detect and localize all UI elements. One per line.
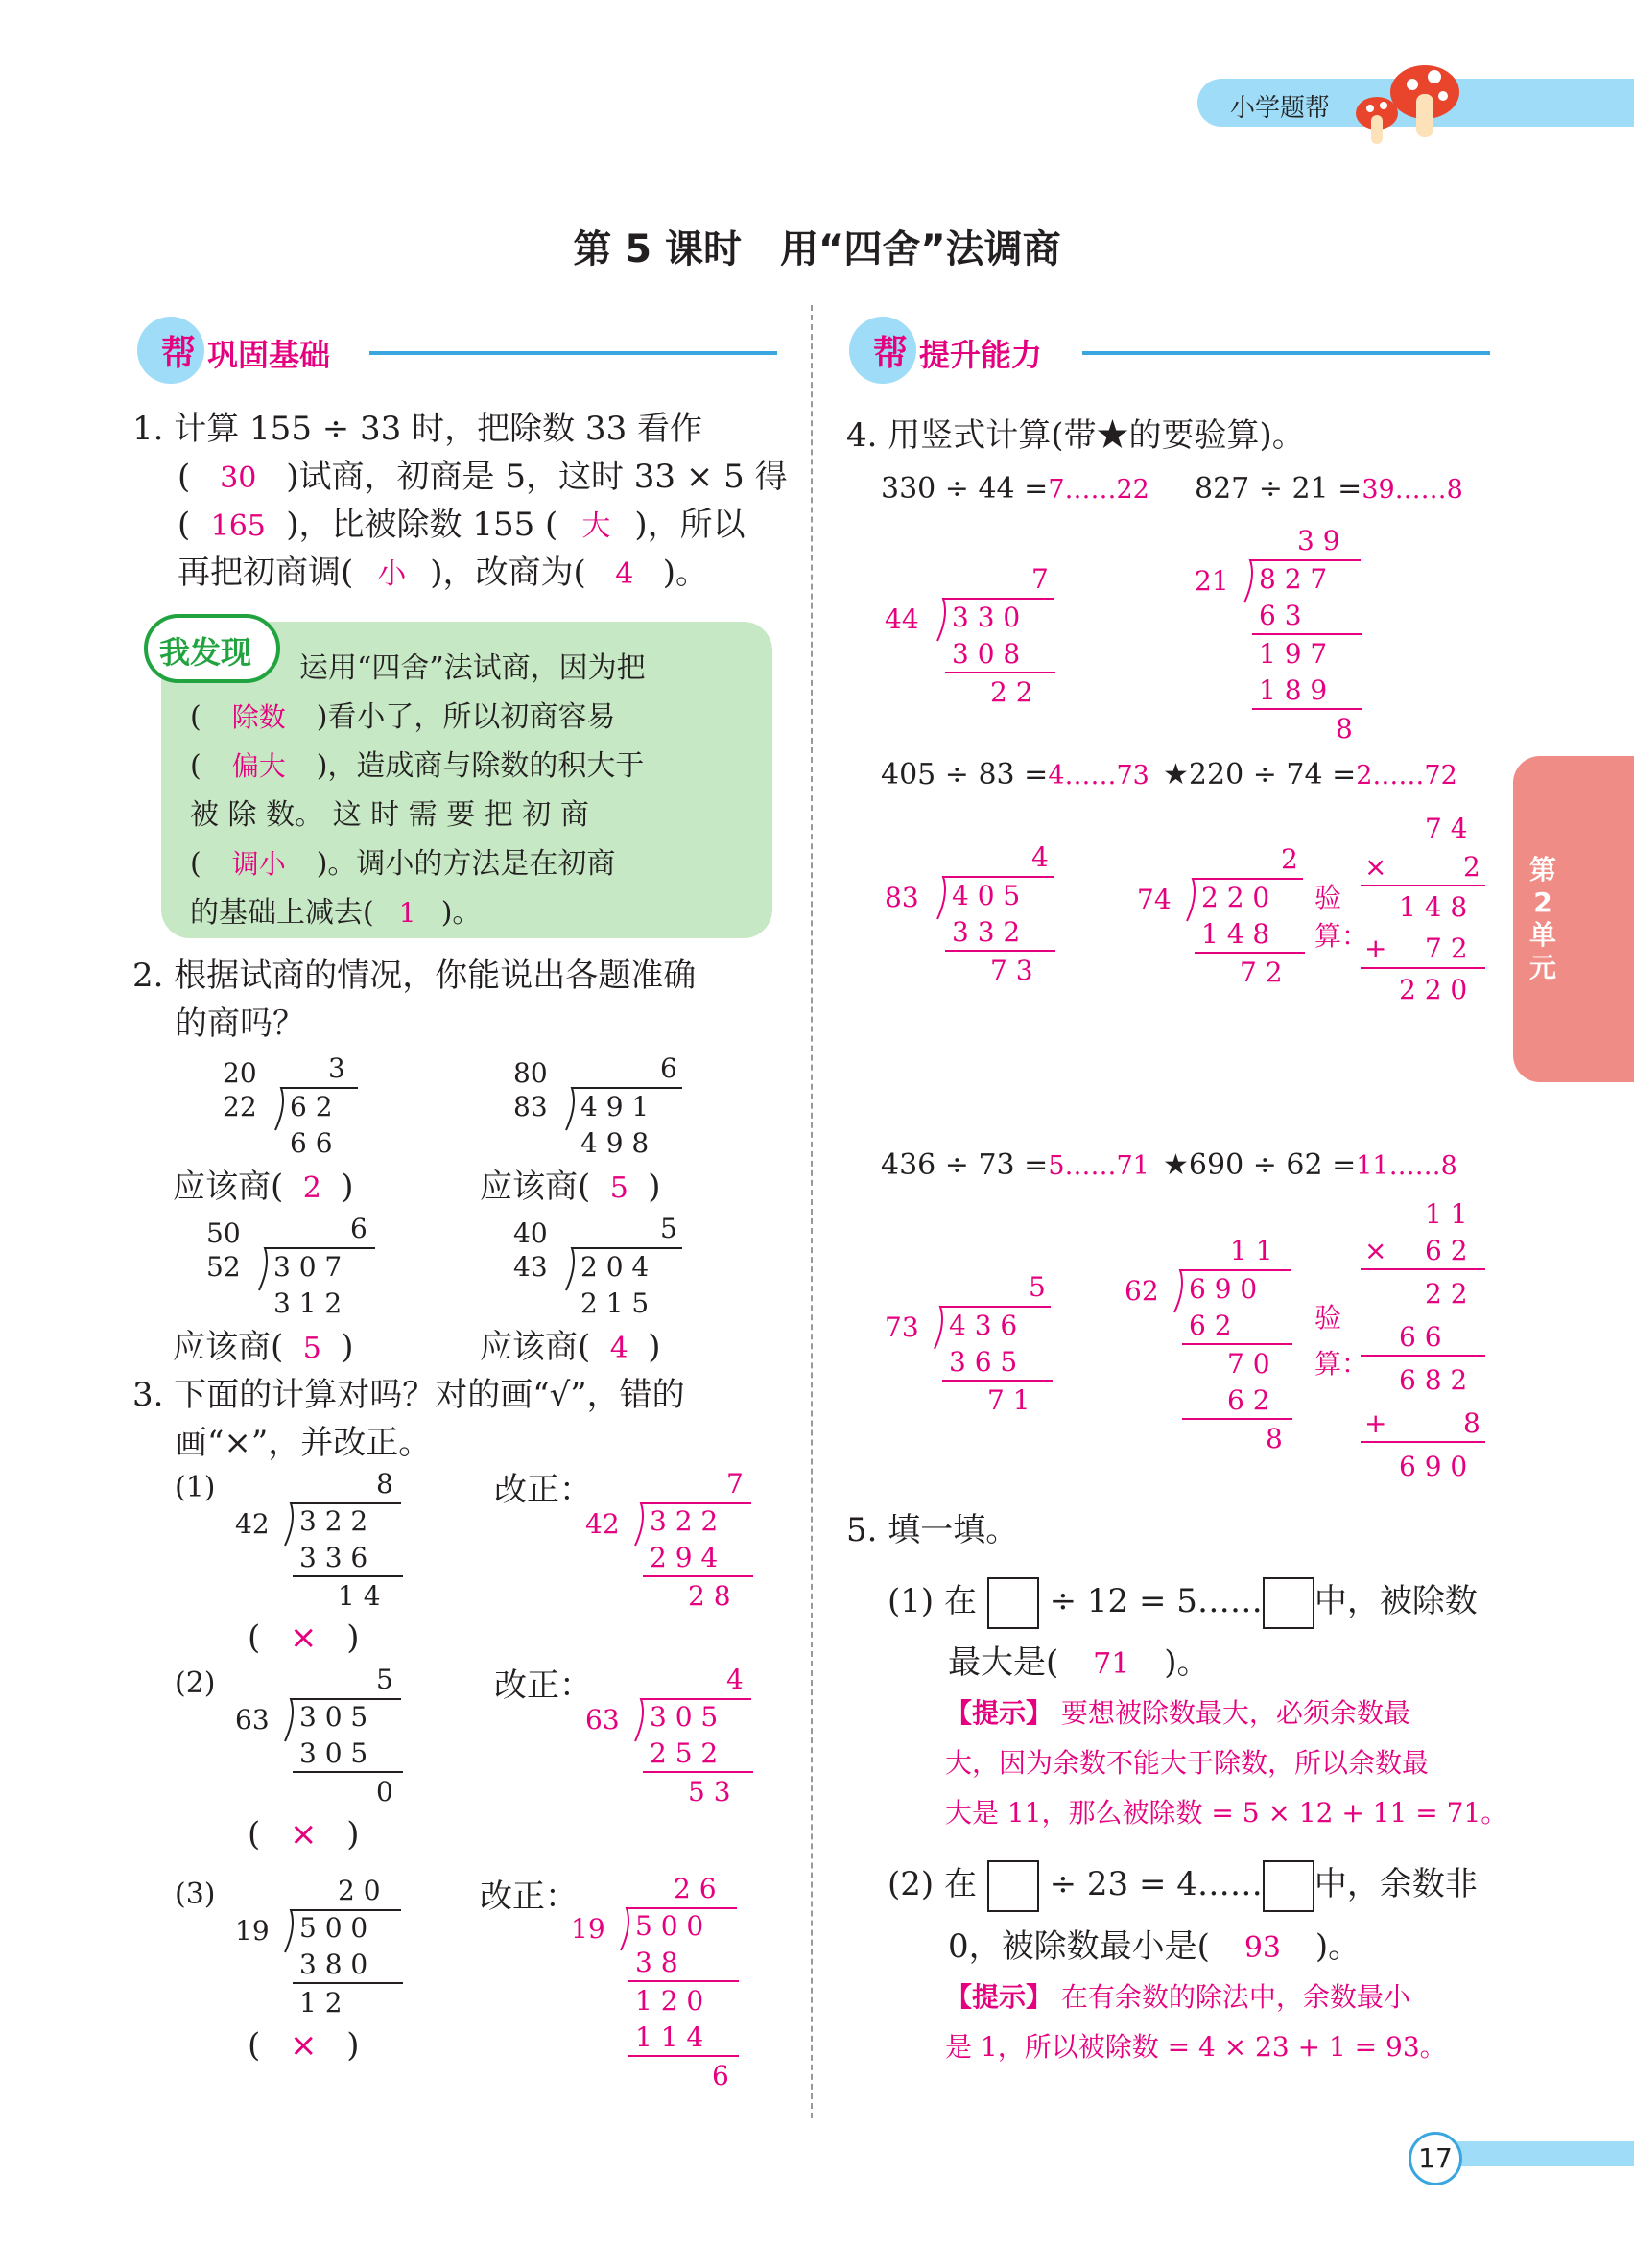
verify-sum: 2 2 0 <box>1399 974 1468 1005</box>
divisor: 43 <box>513 1251 548 1283</box>
hint-line: 大，因为余数不能大于除数，所以余数最 <box>945 1747 1430 1779</box>
correct-divisor: 19 <box>571 1913 605 1945</box>
q4-line1: 4. 用竖式计算(带★的要验算)。 <box>846 416 1305 455</box>
judge-mark: ( × ) <box>248 2026 360 2065</box>
section-rule <box>369 351 777 355</box>
page-title: 第 5 课时 用“四舍”法调商 <box>573 227 1061 272</box>
judge-mark: ( × ) <box>248 1618 360 1657</box>
q5-answer: 93 <box>1243 1931 1281 1965</box>
section-rule <box>1082 351 1490 355</box>
subtract-line <box>1252 708 1362 710</box>
correct-quotient: 4 <box>726 1664 744 1695</box>
q4-answer: 11……8 <box>1356 1151 1457 1181</box>
verify-line <box>1361 885 1485 886</box>
plus-sign: + <box>1364 1407 1387 1439</box>
discover-line3: ( 偏大 )，造成商与除数的积大于 <box>190 749 645 783</box>
product: 3 3 6 <box>299 1542 368 1573</box>
verify-line <box>1361 1441 1485 1443</box>
quotient: 3 9 <box>1297 525 1340 556</box>
q4-answer: 39……8 <box>1362 475 1463 505</box>
q1-answer: 165 <box>210 509 266 543</box>
q2-line2: 的商吗？ <box>175 1004 305 1043</box>
correct-divisor: 63 <box>585 1704 620 1736</box>
subtract-line <box>1195 952 1305 954</box>
trial-divisor: 50 <box>206 1217 241 1249</box>
q2-answer: 2 <box>302 1171 321 1205</box>
times-sign: × <box>1364 1235 1387 1266</box>
q2-answer: 5 <box>302 1332 321 1365</box>
divisor: 83 <box>513 1091 548 1122</box>
should-be-label: 应该商( 4 ) <box>480 1328 661 1366</box>
dividend: 4 9 1 <box>580 1091 650 1122</box>
q5-p1-line2: 最大是( 71 )。 <box>948 1643 1210 1682</box>
q4-answer: 7……22 <box>1048 475 1149 505</box>
discover-line6: 的基础上减去( 1 )。 <box>190 896 482 930</box>
verify-factor: 1 1 <box>1425 1198 1468 1230</box>
divisor: 42 <box>235 1508 270 1540</box>
quotient: 8 <box>376 1468 393 1500</box>
check-label: 算： <box>1314 1348 1369 1380</box>
q4-expr: 405 ÷ 83 =4……73 <box>881 758 1149 791</box>
quotient: 4 <box>1031 841 1049 873</box>
discover-answer: 调小 <box>231 848 286 880</box>
unit-label: 第2单元 <box>1528 854 1556 983</box>
product: 3 0 8 <box>952 638 1021 670</box>
q1-answer: 小 <box>377 557 407 591</box>
fix-label: 改正： <box>494 1471 592 1509</box>
section-prefix: 帮 <box>873 334 909 373</box>
brand-name: 小学题帮 <box>1230 94 1331 123</box>
subtract-line <box>1182 1418 1292 1420</box>
item-label: (1) <box>175 1471 216 1504</box>
verify-factor: 2 <box>1463 851 1480 883</box>
q5-line1: 5. 填一填。 <box>846 1511 1019 1549</box>
dividend: 5 0 0 <box>299 1912 368 1944</box>
product: 3 8 0 <box>299 1949 368 1980</box>
correct-divisor: 42 <box>585 1508 620 1540</box>
should-be-label: 应该商( 5 ) <box>173 1328 354 1366</box>
discover-answer: 1 <box>398 897 416 929</box>
product: 3 0 5 <box>299 1737 368 1769</box>
dividend: 6 2 <box>290 1091 333 1122</box>
dividend: 3 0 7 <box>273 1251 343 1283</box>
correct-product: 2 5 2 <box>650 1737 719 1769</box>
discover-line4: 被 除 数。 这 时 需 要 把 初 商 <box>190 798 589 832</box>
divisor: 63 <box>235 1704 270 1736</box>
check-label: 算： <box>1314 920 1369 952</box>
divisor: 22 <box>223 1091 257 1122</box>
partial: 7 0 <box>1227 1348 1270 1380</box>
verify-factor: 7 4 <box>1425 813 1468 844</box>
q1-line4: 再把初商调( 小 )，改商为( 4 )。 <box>178 554 709 592</box>
correct-remainder: 6 <box>712 2060 729 2091</box>
judge-mark: ( × ) <box>248 1815 360 1854</box>
remainder: 2 2 <box>990 676 1033 708</box>
verify-line <box>1361 1355 1485 1357</box>
dividend: 2 2 0 <box>1201 882 1270 913</box>
should-be-label: 应该商( 2 ) <box>173 1168 354 1206</box>
section-title-advanced: 提升能力 <box>919 337 1043 373</box>
q2-answer: 5 <box>609 1171 628 1205</box>
product: 6 2 <box>1189 1310 1232 1341</box>
q1-line2: ( 30 )试商，初商是 5，这时 33 × 5 得 <box>178 458 788 496</box>
answer-box[interactable] <box>1263 1860 1314 1912</box>
subtract-line <box>293 1771 403 1773</box>
hint-line: 【提示】 要想被除数最大，必须余数最 <box>945 1697 1410 1729</box>
quotient: 6 <box>350 1213 367 1244</box>
divisor: 21 <box>1195 565 1229 597</box>
q1-answer: 大 <box>581 509 611 543</box>
subtract-line <box>945 950 1055 952</box>
remainder: 0 <box>376 1776 393 1807</box>
partial: 1 9 7 <box>1259 638 1328 670</box>
product: 3 1 2 <box>273 1288 343 1319</box>
correct-quotient: 7 <box>726 1468 744 1500</box>
q4-expr: ★220 ÷ 74 =2……72 <box>1163 758 1457 791</box>
subtract-line <box>628 2055 739 2057</box>
verify-factor: 6 2 <box>1425 1235 1468 1266</box>
correct-product: 1 1 4 <box>635 2021 704 2053</box>
subtract-line <box>1252 633 1362 635</box>
verify-addend: 8 <box>1463 1407 1480 1439</box>
verify-product: 1 4 8 <box>1399 891 1468 923</box>
q5-p2-line2: 0，被除数最小是( 93 )。 <box>948 1927 1362 1966</box>
quotient: 6 <box>660 1052 677 1084</box>
correct-quotient: 2 6 <box>674 1873 717 1904</box>
correct-dividend: 3 0 5 <box>650 1701 719 1733</box>
discover-answer: 偏大 <box>231 750 286 782</box>
product: 3 3 2 <box>952 916 1021 948</box>
remainder: 8 <box>1266 1423 1283 1454</box>
q3-line1: 3. 下面的计算对吗？对的画“√”，错的 <box>132 1376 685 1414</box>
answer-box[interactable] <box>1263 1577 1314 1629</box>
section-prefix: 帮 <box>161 334 197 373</box>
divisor: 73 <box>885 1311 919 1343</box>
product: 6 3 <box>1259 600 1302 631</box>
hint-line: 是 1，所以被除数 = 4 × 23 + 1 = 93。 <box>945 2031 1447 2063</box>
discover-answer: 除数 <box>231 701 286 733</box>
q3-line2: 画“×”，并改正。 <box>175 1424 432 1462</box>
divisor: 83 <box>885 882 919 913</box>
dividend: 3 2 2 <box>299 1505 368 1537</box>
remainder: 1 4 <box>338 1580 381 1612</box>
quotient: 5 <box>1029 1271 1046 1303</box>
correct-partial: 1 2 0 <box>635 1985 704 2017</box>
hint-line: 大是 11，那么被除数 = 5 × 12 + 11 = 71。 <box>945 1797 1508 1829</box>
q4-expr: 827 ÷ 21 =39……8 <box>1195 472 1463 506</box>
cross-mark: × <box>290 1618 318 1657</box>
verify-partial: 2 2 <box>1425 1278 1468 1310</box>
product: 6 2 <box>1227 1384 1270 1416</box>
plus-sign: + <box>1364 933 1387 964</box>
q1-answer: 30 <box>220 461 257 495</box>
q4-expr: ★690 ÷ 62 =11……8 <box>1163 1148 1457 1182</box>
product: 4 9 8 <box>580 1127 650 1159</box>
dividend: 8 2 7 <box>1259 563 1328 595</box>
q4-answer: 2……72 <box>1356 761 1457 791</box>
remainder: 7 2 <box>1240 957 1283 988</box>
correct-remainder: 2 8 <box>688 1580 731 1612</box>
cross-mark: × <box>290 1815 318 1854</box>
remainder: 8 <box>1336 713 1353 744</box>
subtract-line <box>643 1575 753 1577</box>
subtract-line <box>945 672 1055 673</box>
q4-answer: 4……73 <box>1048 761 1149 791</box>
answer-box[interactable] <box>987 1860 1039 1912</box>
quotient: 3 <box>328 1052 345 1084</box>
subtract-line <box>293 1982 403 1984</box>
subtract-line <box>628 1980 739 1982</box>
subtract-line <box>293 1575 403 1577</box>
divisor: 62 <box>1125 1275 1159 1307</box>
item-label: (2) <box>175 1666 216 1700</box>
discover-line2: ( 除数 )看小了，所以初商容易 <box>190 700 616 734</box>
dividend: 4 3 6 <box>949 1310 1018 1341</box>
verify-line <box>1361 967 1485 969</box>
quotient: 1 1 <box>1230 1235 1273 1266</box>
remainder: 7 3 <box>990 955 1033 986</box>
q1-line1: 1. 计算 155 ÷ 33 时，把除数 33 看作 <box>132 410 703 448</box>
product: 6 6 <box>290 1127 333 1159</box>
quotient: 5 <box>376 1664 393 1695</box>
answer-box[interactable] <box>987 1577 1039 1629</box>
check-label: 验 <box>1314 882 1342 913</box>
dividend: 3 3 0 <box>952 602 1021 633</box>
subtract-line <box>1182 1343 1292 1345</box>
q5-answer: 71 <box>1093 1647 1130 1681</box>
q2-line1: 2. 根据试商的情况，你能说出各题准确 <box>132 957 697 995</box>
dividend: 2 0 4 <box>580 1251 650 1283</box>
quotient: 5 <box>660 1213 677 1244</box>
cross-mark: × <box>290 2026 318 2065</box>
q1-answer: 4 <box>615 557 634 591</box>
fix-label: 改正： <box>480 1878 578 1916</box>
q4-expr: 436 ÷ 73 =5……71 <box>881 1148 1149 1182</box>
discover-badge-label: 我发现 <box>159 634 252 671</box>
correct-product: 2 9 4 <box>650 1542 719 1573</box>
verify-addend: 7 2 <box>1425 933 1468 964</box>
q4-answer: 5……71 <box>1048 1151 1149 1181</box>
quotient: 7 <box>1031 563 1049 595</box>
product: 3 6 5 <box>949 1346 1018 1378</box>
section-title-basic: 巩固基础 <box>207 337 331 373</box>
dividend: 3 0 5 <box>299 1701 368 1733</box>
page-number: 17 <box>1409 2132 1462 2185</box>
dividend: 6 9 0 <box>1189 1273 1258 1305</box>
subtract-line <box>643 1771 753 1773</box>
verify-line <box>1361 1268 1485 1270</box>
trial-divisor: 80 <box>513 1057 548 1089</box>
verify-partial: 6 6 <box>1399 1321 1442 1353</box>
q4-expr: 330 ÷ 44 =7……22 <box>881 472 1149 506</box>
hint-line: 【提示】 在有余数的除法中，余数最小 <box>945 1981 1410 2013</box>
divisor: 52 <box>206 1251 241 1283</box>
check-label: 验 <box>1314 1302 1342 1334</box>
mushroom-icon <box>1343 56 1468 152</box>
divisor: 44 <box>885 603 919 635</box>
discover-line1: 运用“四舍”法试商，因为把 <box>299 651 646 685</box>
remainder: 1 2 <box>299 1987 343 2019</box>
verify-product: 6 8 2 <box>1399 1364 1468 1396</box>
divisor: 74 <box>1137 884 1172 915</box>
dividend: 4 0 5 <box>952 880 1021 911</box>
trial-divisor: 40 <box>513 1217 548 1249</box>
divisor: 19 <box>235 1915 270 1947</box>
q5-p1-line1: (1) 在 ÷ 12 = 5…… 中，被除数 <box>888 1573 1478 1629</box>
correct-dividend: 3 2 2 <box>650 1505 719 1537</box>
quotient: 2 0 <box>338 1875 381 1906</box>
column-divider <box>811 305 813 2118</box>
verify-sum: 6 9 0 <box>1399 1451 1468 1482</box>
correct-product: 3 8 <box>635 1947 678 1978</box>
discover-line5: ( 调小 )。调小的方法是在初商 <box>190 847 616 881</box>
subtract-line <box>942 1380 1053 1382</box>
product: 1 8 9 <box>1259 674 1328 706</box>
q2-answer: 4 <box>609 1332 628 1365</box>
product: 1 4 8 <box>1201 918 1270 950</box>
correct-remainder: 5 3 <box>688 1776 731 1807</box>
trial-divisor: 20 <box>223 1057 257 1089</box>
q5-p2-line1: (2) 在 ÷ 23 = 4…… 中，余数非 <box>888 1856 1478 1912</box>
correct-dividend: 5 0 0 <box>635 1910 704 1942</box>
q1-line3: ( 165 )，比被除数 155 ( 大 )，所以 <box>178 506 746 544</box>
quotient: 2 <box>1281 843 1298 875</box>
product: 2 1 5 <box>580 1288 650 1319</box>
should-be-label: 应该商( 5 ) <box>480 1168 661 1206</box>
fix-label: 改正： <box>494 1666 592 1705</box>
remainder: 7 1 <box>987 1384 1030 1416</box>
times-sign: × <box>1364 851 1387 883</box>
item-label: (3) <box>175 1878 216 1911</box>
